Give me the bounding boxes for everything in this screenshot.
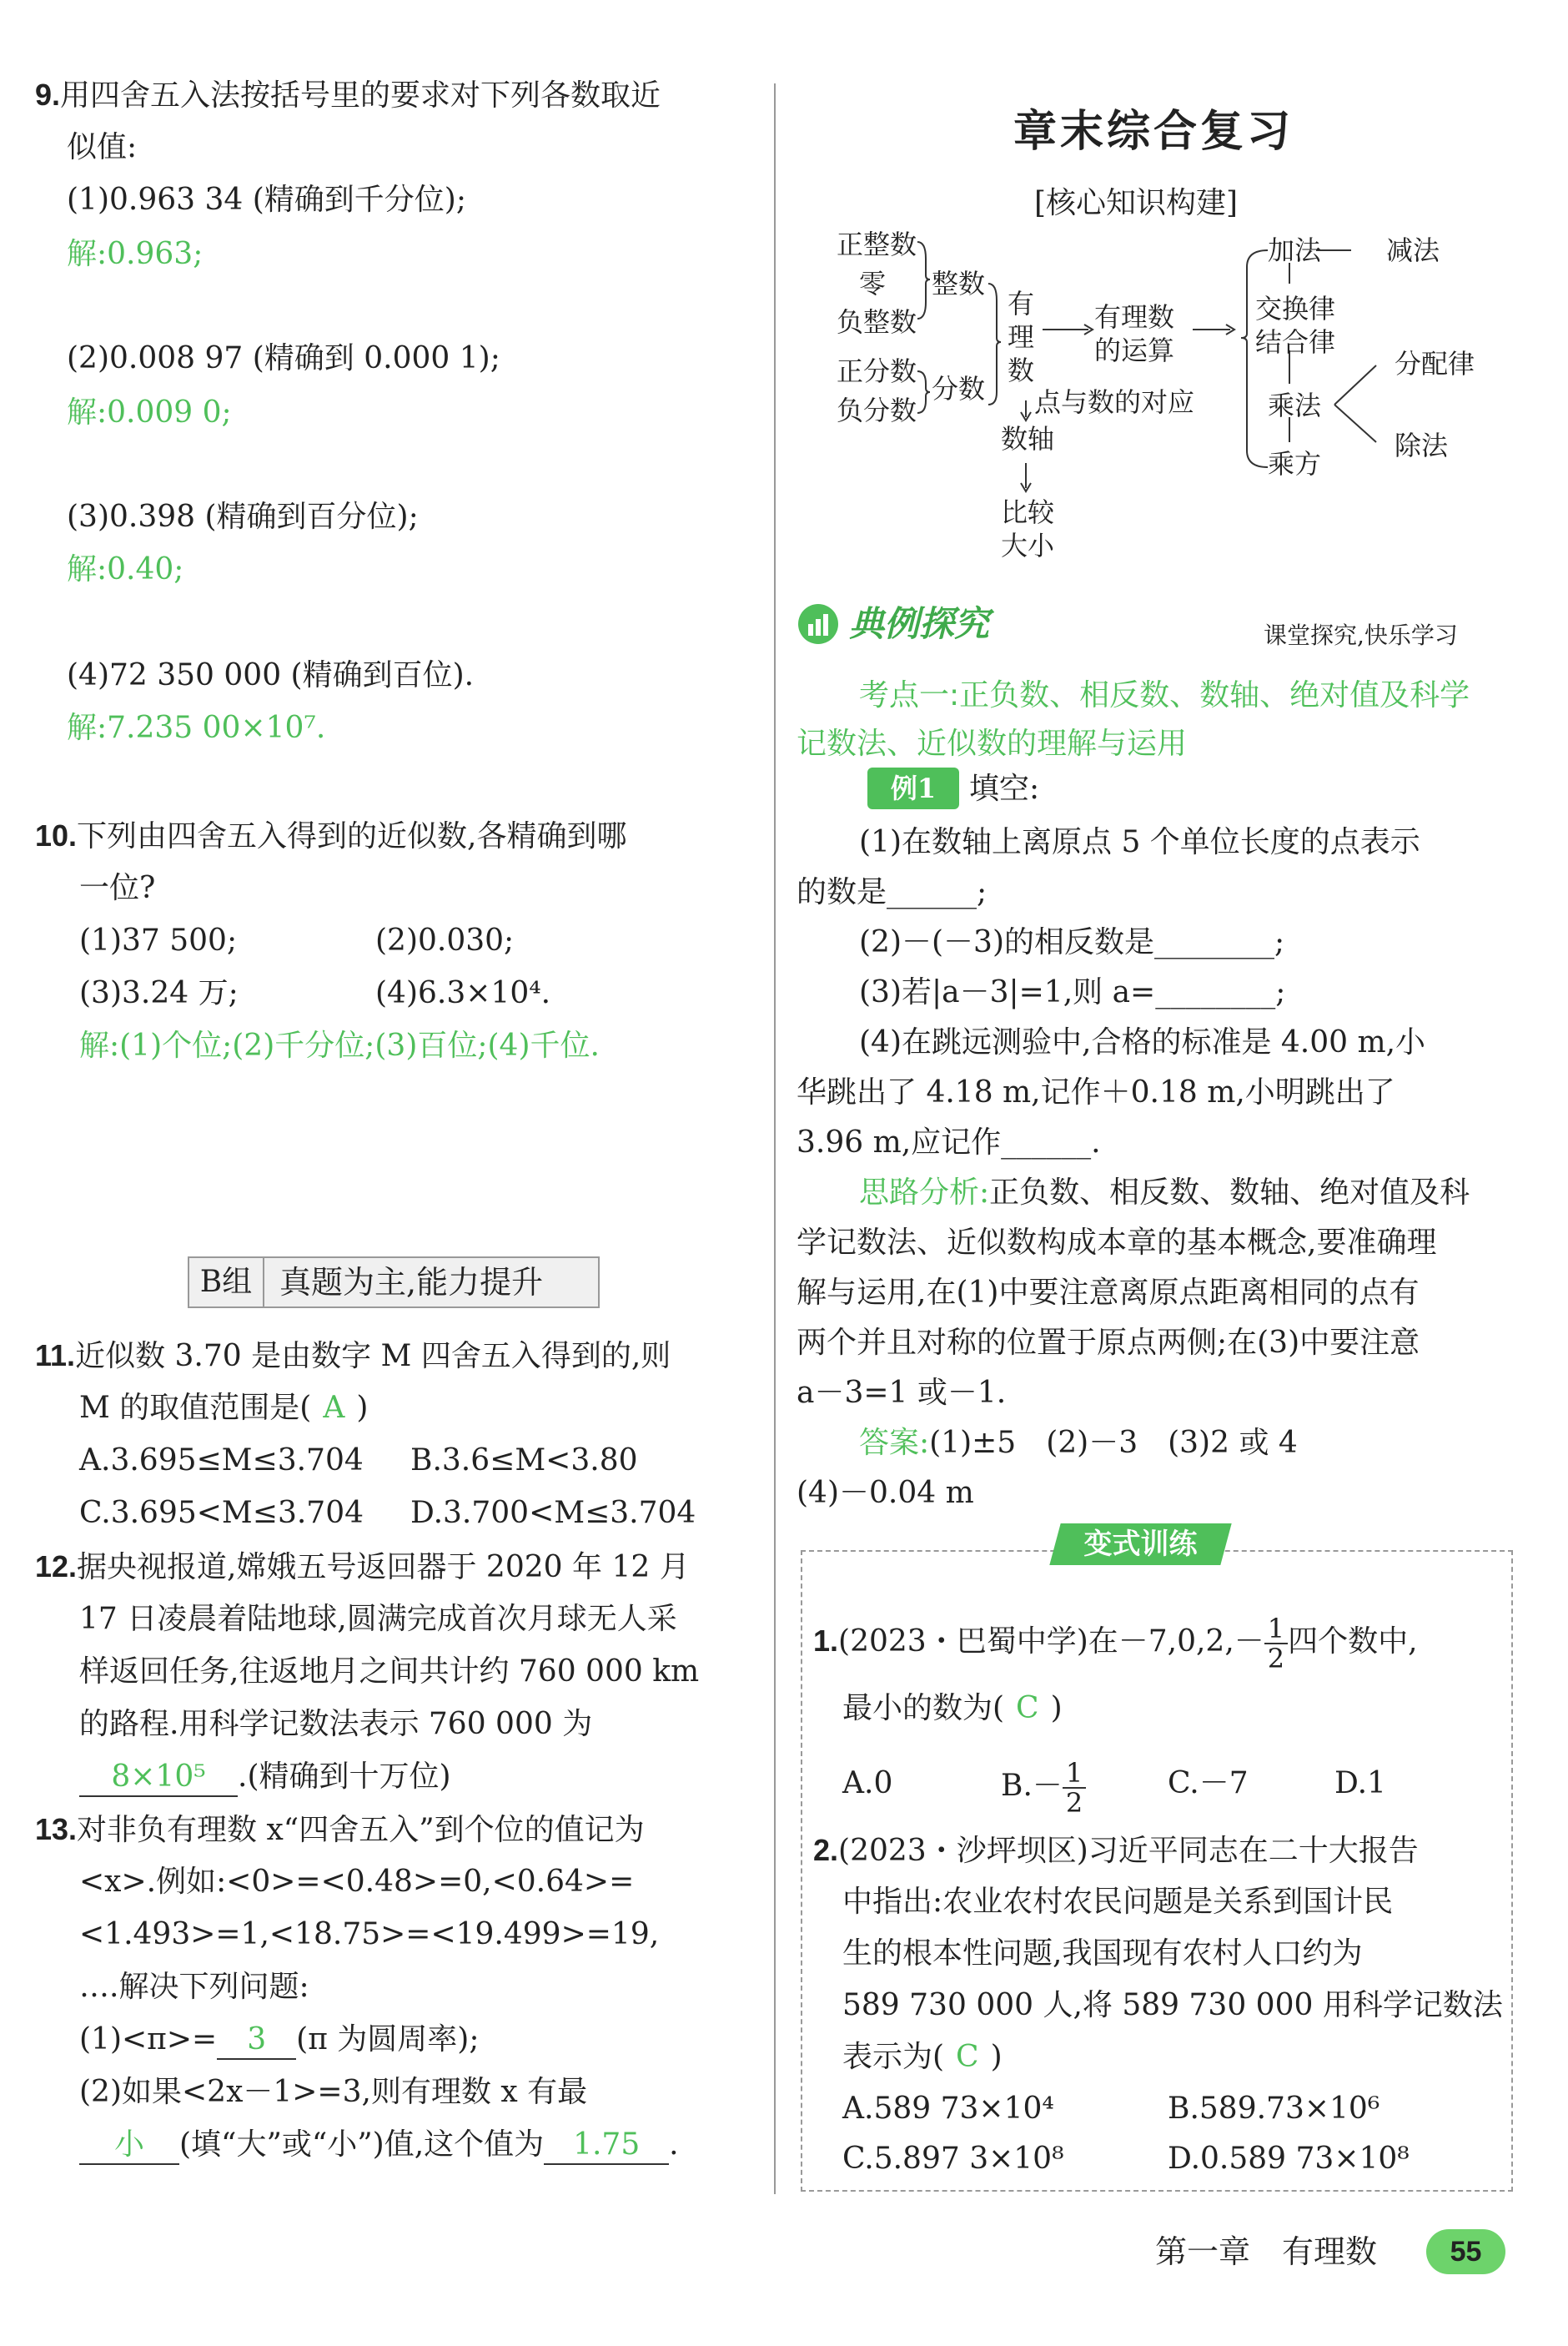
diag-number-line: 数轴 [1001,423,1055,455]
q9-part1: (1)0.963 34 (精确到千分位); [67,183,466,217]
q13-period: . [669,2127,679,2162]
q10-option4: (4)6.3×10⁴. [375,976,551,1010]
q12-line5: .(精确到十万位) [238,1760,451,1794]
option-b-denominator: 2 [1065,1787,1083,1819]
q10-stem: 下列由四舍五入得到的近似数,各精确到哪 [77,819,627,853]
q13-line2: <x>.例如:<0>=<0.48>=0,<0.64>= [79,1865,635,1899]
analysis-line4: 两个并且对称的位置于原点两侧;在(3)中要注意 [797,1326,1420,1360]
key-point-line2: 记数法、近似数的理解与运用 [797,727,1188,761]
example-line4: (3)若|a－3|=1,则 a=________; [859,975,1286,1009]
column-divider [774,83,776,2194]
diag-compare2: 大小 [1001,530,1055,561]
q11-paren: ) [356,1391,369,1425]
variant-q1-option-a: A.0 [842,1766,893,1800]
diag-point-correspondence: 点与数的对应 [1034,386,1195,418]
q12-number: 12. [35,1549,78,1583]
diag-fraction: 分数 [932,373,986,405]
variant-q2-option-a: A.589 73×10⁴ [842,2092,1054,2126]
diag-negative-fraction: 负分数 [837,395,917,426]
q10-stem-cont: 一位? [79,871,156,905]
example-line1: (1)在数轴上离原点 5 个单位长度的点表示 [859,825,1420,859]
q13-number: 13. [35,1812,78,1846]
fraction-numerator: 1 [1264,1614,1288,1644]
variant-q2-number: 2. [813,1833,839,1867]
footer-chapter: 第一章 有理数 [1155,2233,1378,2270]
variant-q2-option-c: C.5.897 3×10⁸ [842,2142,1064,2176]
q11-answer: A [323,1391,345,1425]
q11-option-c: C.3.695<M≤3.704 [79,1496,364,1530]
variant-q2-line4: 589 730 000 人,将 589 730 000 用科学记数法 [842,1988,1503,2022]
q13-line4: ….解决下列问题: [79,1970,309,2004]
diag-distributive: 分配律 [1395,348,1475,380]
variant-q2-option-d: D.0.589 73×10⁸ [1168,2142,1410,2176]
variant-q2-line5: 表示为( [842,2040,945,2074]
example-line2: 的数是______; [797,875,988,909]
variant-q1-option-d: D.1 [1334,1766,1386,1800]
diag-you: 有 [1008,288,1035,320]
example-intro: 填空: [969,772,1040,806]
q13-part2: (2)如果<2x－1>=3,则有理数 x 有最 [79,2075,588,2109]
variant-q1-paren: ) [1050,1691,1063,1725]
group-b-header [188,1256,600,1308]
diag-positive-fraction: 正分数 [837,355,917,387]
example-line6: 华跳出了 4.18 m,记作＋0.18 m,小明跳出了 [797,1075,1395,1110]
diag-commutative: 交换律 [1255,293,1336,325]
analysis-line3: 解与运用,在(1)中要注意离原点距离相同的点有 [797,1276,1420,1310]
answer-line1: (1)±5 (2)－3 (3)2 或 4 [929,1426,1298,1460]
diag-ops1: 有理数 [1094,301,1175,333]
diag-power: 乘方 [1268,448,1322,480]
option-b-numerator: 1 [1063,1759,1086,1789]
diag-addition: 加法 [1268,234,1322,266]
page-number: 55 [1426,2229,1505,2274]
q13-answer2: 小 [79,2127,179,2165]
q10-option3: (3)3.24 万; [79,976,239,1010]
section-icon [797,602,840,646]
diag-ops2: 的运算 [1094,335,1175,366]
q11-option-d: D.3.700<M≤3.704 [410,1496,696,1530]
q9-answer2: 解:0.009 0; [67,395,232,430]
q13-part2-cont: (填“大”或“小”)值,这个值为 [179,2127,545,2162]
diag-division: 除法 [1395,430,1449,461]
example-line3: (2)－(－3)的相反数是________; [859,925,1285,959]
variant-q2-option-b: B.589.73×10⁶ [1168,2092,1380,2126]
diag-positive-integer: 正整数 [837,229,917,260]
example-line7: 3.96 m,应记作______. [797,1125,1101,1160]
q13-line1: 对非负有理数 x“四舍五入”到个位的值记为 [77,1813,645,1847]
q12-line3: 样返回任务,往返地月之间共计约 760 000 km [79,1654,700,1689]
group-tag: B组 [189,1258,264,1306]
variant-q1-stem: (2023・巴蜀中学)在－7,0,2,－ [838,1624,1264,1659]
q12-line4: 的路程.用科学记数法表示 760 000 为 [79,1707,593,1741]
key-point-line1: 考点一:正负数、相反数、数轴、绝对值及科学 [859,678,1470,712]
variant-q2-line3: 生的根本性问题,我国现有农村人口约为 [842,1936,1363,1971]
q11-stem-cont: M 的取值范围是( [79,1391,312,1425]
example-label: 例1 [867,768,959,809]
q12-answer: 8×10⁵ [79,1759,238,1797]
q9-stem-cont: 似值: [67,130,138,164]
fraction-denominator: 2 [1267,1643,1285,1674]
variant-q1-number: 1. [813,1624,839,1658]
answer-label: 答案: [859,1426,930,1460]
variant-training-title: 变式训练 [1083,1528,1198,1561]
q9-part4: (4)72 350 000 (精确到百位). [67,658,475,692]
section-slogan: 课堂探究,快乐学习 [1264,622,1458,649]
q13-answer1: 3 [217,2021,296,2060]
q10-option2: (2)0.030; [375,924,515,958]
variant-q1-option-c: C.－7 [1168,1766,1249,1800]
diag-associative: 结合律 [1255,326,1336,358]
q9-number: 9. [35,78,61,112]
example-line5: (4)在跳远测验中,合格的标准是 4.00 m,小 [859,1025,1426,1060]
analysis-line5: a－3=1 或－1. [797,1376,1007,1410]
variant-q2-paren: ) [990,2040,1003,2074]
q9-answer1: 解:0.963; [67,237,204,271]
diag-negative-integer: 负整数 [837,306,917,338]
q13-part1-note: (π 为圆周率); [296,2022,480,2057]
variant-q1-fraction [1264,1614,1288,1673]
q9-part3: (3)0.398 (精确到百分位); [67,500,419,534]
q13-answer3: 1.75 [544,2127,669,2165]
diag-li: 理 [1008,321,1035,353]
variant-q1-option-b: B.－ [1001,1769,1063,1803]
chapter-review-title: 章末综合复习 [1013,106,1294,157]
q10-number: 10. [35,818,78,853]
diag-shu: 数 [1008,355,1035,386]
q11-number: 11. [35,1338,76,1372]
knowledge-subtitle: [核心知识构建] [1034,186,1239,220]
q12-line2: 17 日凌晨着陆地球,圆满完成首次月球无人采 [79,1602,677,1636]
diag-zero: 零 [859,268,887,300]
option-b-fraction [1063,1759,1086,1817]
q12-line1: 据央视报道,嫦娥五号返回器于 2020 年 12 月 [77,1550,690,1584]
q9-answer3: 解:0.40; [67,552,184,586]
analysis-line2: 学记数法、近似数构成本章的基本概念,要准确理 [797,1226,1437,1260]
q10-option1: (1)37 500; [79,924,238,958]
q11-stem: 近似数 3.70 是由数字 M 四舍五入得到的,则 [75,1339,671,1373]
variant-q2-line2: 中指出:农业农村农民问题是关系到国计民 [842,1885,1394,1919]
q10-answer: 解:(1)个位;(2)千分位;(3)百位;(4)千位. [79,1029,600,1063]
variant-q1-stem-end: 四个数中, [1288,1624,1418,1659]
variant-q1-answer: C [1016,1691,1039,1725]
analysis-line1: 正负数、相反数、数轴、绝对值及科 [989,1176,1470,1210]
q11-option-a: A.3.695≤M≤3.704 [79,1443,364,1478]
variant-training-banner [1049,1523,1231,1565]
answer-line2: (4)－0.04 m [797,1476,974,1510]
section-title: 典例探究 [849,603,990,644]
q9-part2: (2)0.008 97 (精确到 0.000 1); [67,341,500,375]
q13-part1: (1)<π>= [79,2022,218,2057]
diag-integer: 整数 [932,268,986,300]
group-title: 真题为主,能力提升 [279,1264,544,1301]
variant-q1-line2: 最小的数为( [842,1691,1005,1725]
variant-q2-line1: (2023・沙坪坝区)习近平同志在二十大报告 [838,1834,1419,1868]
q11-option-b: B.3.6≤M<3.80 [410,1443,638,1478]
q9-answer4: 解:7.235 00×10⁷. [67,711,326,745]
diag-compare1: 比较 [1001,496,1055,528]
diag-subtraction: 减法 [1386,234,1440,266]
diag-multiplication: 乘法 [1268,390,1322,421]
variant-q2-answer: C [956,2040,979,2074]
q13-line3: <1.493>=1,<18.75>=<19.499>=19, [79,1917,660,1951]
q9-stem: 用四舍五入法按括号里的要求对下列各数取近 [60,78,661,113]
analysis-label: 思路分析: [859,1176,990,1210]
